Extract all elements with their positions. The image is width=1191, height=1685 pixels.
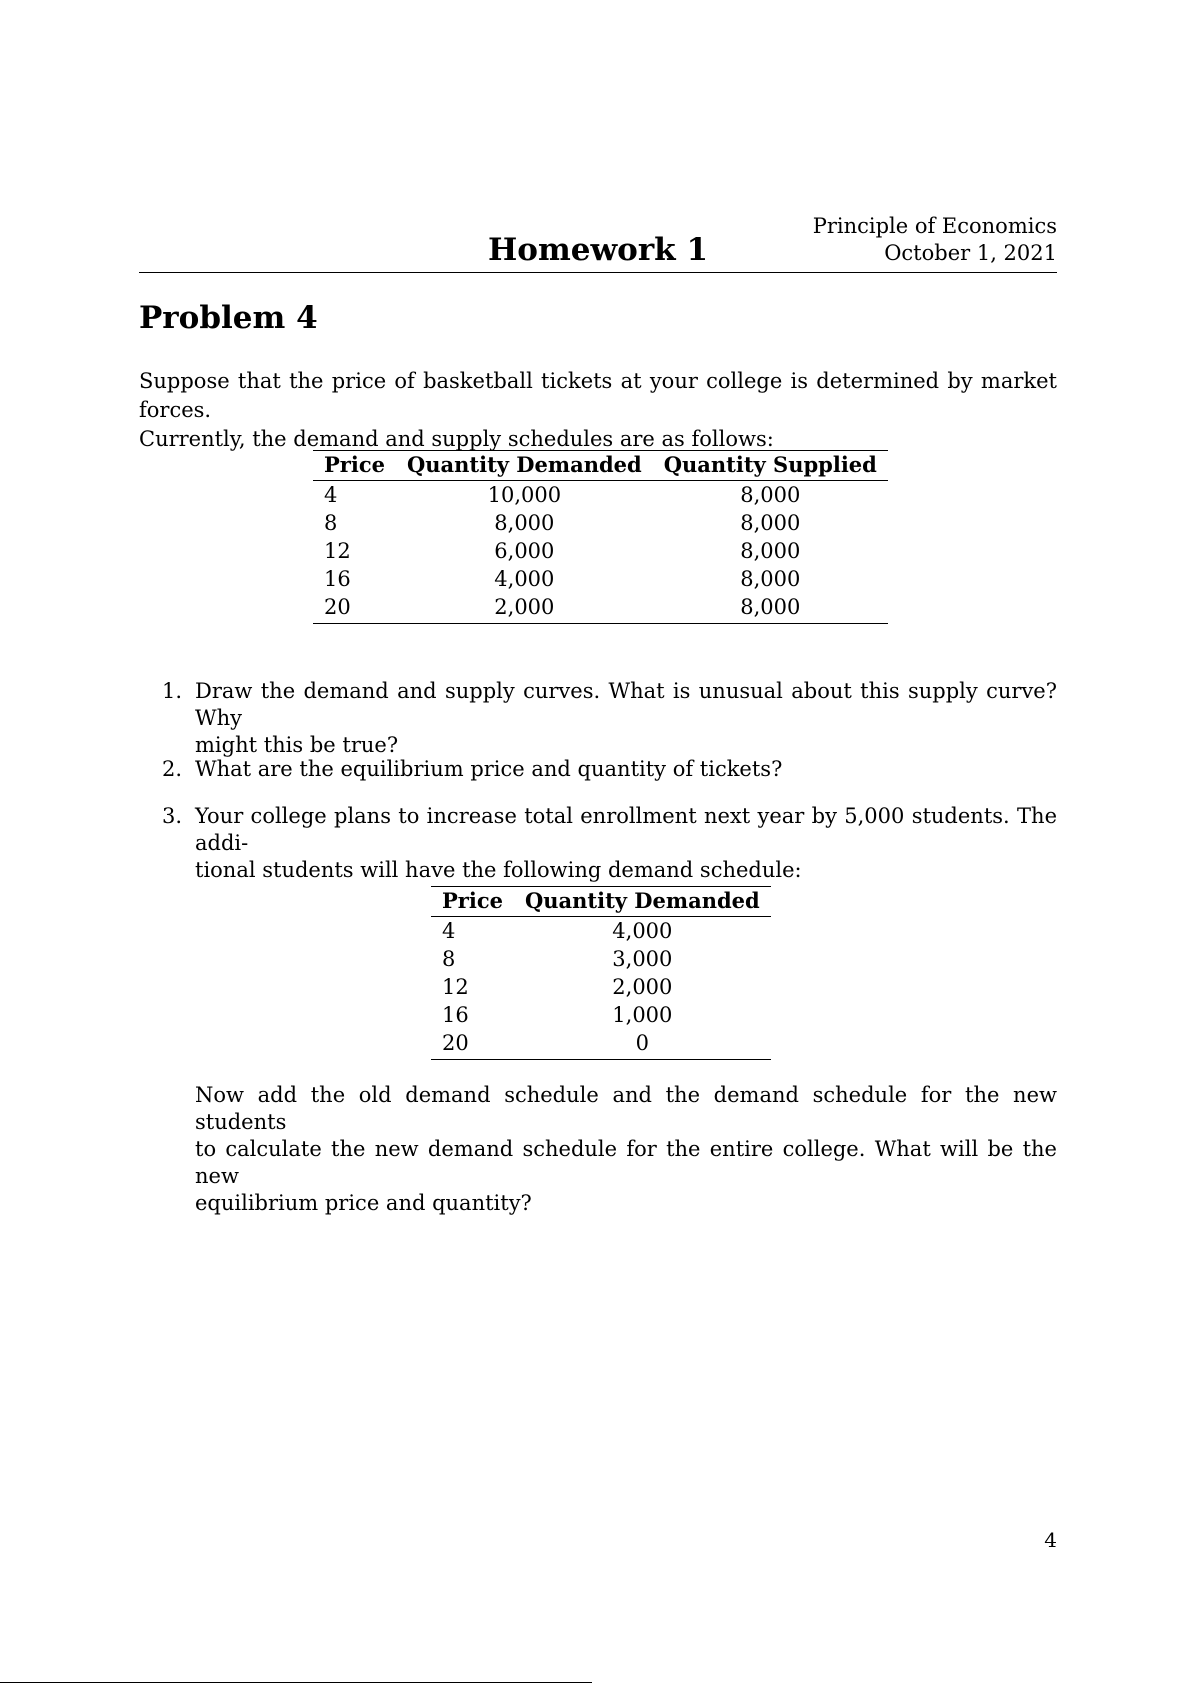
table-row <box>313 593 888 624</box>
table-row <box>313 481 888 510</box>
table-row <box>313 537 888 565</box>
quantity-demanded-cell: 0 <box>514 1029 771 1060</box>
intro-line: Currently, the demand and supply schedules are as follows: <box>139 427 774 451</box>
question-2 <box>162 756 1057 783</box>
quantity-supplied-cell: 8,000 <box>740 511 801 535</box>
quantity-supplied-cell: 8,000 <box>740 539 801 563</box>
table-row <box>431 973 771 1001</box>
question-number: 3. <box>162 804 183 828</box>
question-line: What are the equilibrium price and quantity of tickets? <box>195 757 783 781</box>
price-cell: 4 <box>324 483 338 507</box>
quantity-demanded-cell: 2,000 <box>396 593 653 624</box>
table-header-row <box>313 451 888 481</box>
question-3 <box>162 803 1057 884</box>
course-name: Principle of Economics <box>812 214 1057 238</box>
followup-line: equilibrium price and quantity? <box>195 1191 532 1215</box>
quantity-supplied-cell: 8,000 <box>740 567 801 591</box>
quantity-demanded-cell: 2,000 <box>612 975 673 999</box>
quantity-demanded-cell: 6,000 <box>494 539 555 563</box>
quantity-demanded-cell: 4,000 <box>612 919 673 943</box>
question-number: 1. <box>162 679 183 703</box>
question-line: tional students will have the following demand schedule: <box>195 858 802 882</box>
quantity-supplied-cell: 8,000 <box>653 593 888 624</box>
followup-line: Now add the old demand schedule and the demand schedule for the new students <box>195 1083 1057 1134</box>
quantity-supplied-cell: 8,000 <box>740 483 801 507</box>
price-cell: 8 <box>324 511 338 535</box>
question-line: Your college plans to increase total enrollment next year by 5,000 students. The addi- <box>195 804 1057 855</box>
price-cell: 12 <box>442 975 469 999</box>
new-students-demand-table <box>431 886 771 1060</box>
table-row <box>431 1029 771 1060</box>
intro-paragraph <box>139 367 1057 454</box>
price-cell: 8 <box>442 947 456 971</box>
question-line: might this be true? <box>195 733 399 757</box>
quantity-demanded-cell: 1,000 <box>612 1003 673 1027</box>
homework-title: Homework 1 <box>487 232 709 268</box>
table-row <box>431 917 771 946</box>
bottom-divider <box>0 1682 592 1683</box>
table-row <box>431 945 771 973</box>
column-header-quantity-demanded: Quantity Demanded <box>396 451 653 481</box>
problem-heading: Problem 4 <box>139 300 318 336</box>
column-header-quantity-demanded: Quantity Demanded <box>514 887 771 917</box>
question-1 <box>162 678 1057 759</box>
price-cell: 20 <box>431 1029 514 1060</box>
followup-paragraph <box>162 1082 1057 1217</box>
question-line: Draw the demand and supply curves. What is unusual about this supply curve? Why <box>195 679 1057 730</box>
table-header-row <box>431 887 771 917</box>
quantity-demanded-cell: 4,000 <box>494 567 555 591</box>
price-cell: 16 <box>442 1003 469 1027</box>
page-number: 4 <box>1044 1528 1057 1552</box>
column-header-price: Price <box>313 451 396 481</box>
table-row <box>313 509 888 537</box>
column-header-price: Price <box>431 887 514 917</box>
price-cell: 12 <box>324 539 351 563</box>
price-cell: 4 <box>442 919 456 943</box>
supply-demand-table <box>313 450 888 624</box>
followup-line: to calculate the new demand schedule for the entire college. What will be the new <box>195 1137 1057 1188</box>
column-header-quantity-supplied: Quantity Supplied <box>653 451 888 481</box>
header-date: October 1, 2021 <box>884 241 1057 265</box>
price-cell: 16 <box>324 567 351 591</box>
quantity-demanded-cell: 10,000 <box>487 483 562 507</box>
table-row <box>431 1001 771 1029</box>
table-row <box>313 565 888 593</box>
price-cell: 20 <box>313 593 396 624</box>
quantity-demanded-cell: 8,000 <box>494 511 555 535</box>
intro-line: Suppose that the price of basketball tickets at your college is determined by market forces. <box>139 369 1057 422</box>
quantity-demanded-cell: 3,000 <box>612 947 673 971</box>
page-header <box>139 214 1057 273</box>
question-number: 2. <box>162 757 183 781</box>
